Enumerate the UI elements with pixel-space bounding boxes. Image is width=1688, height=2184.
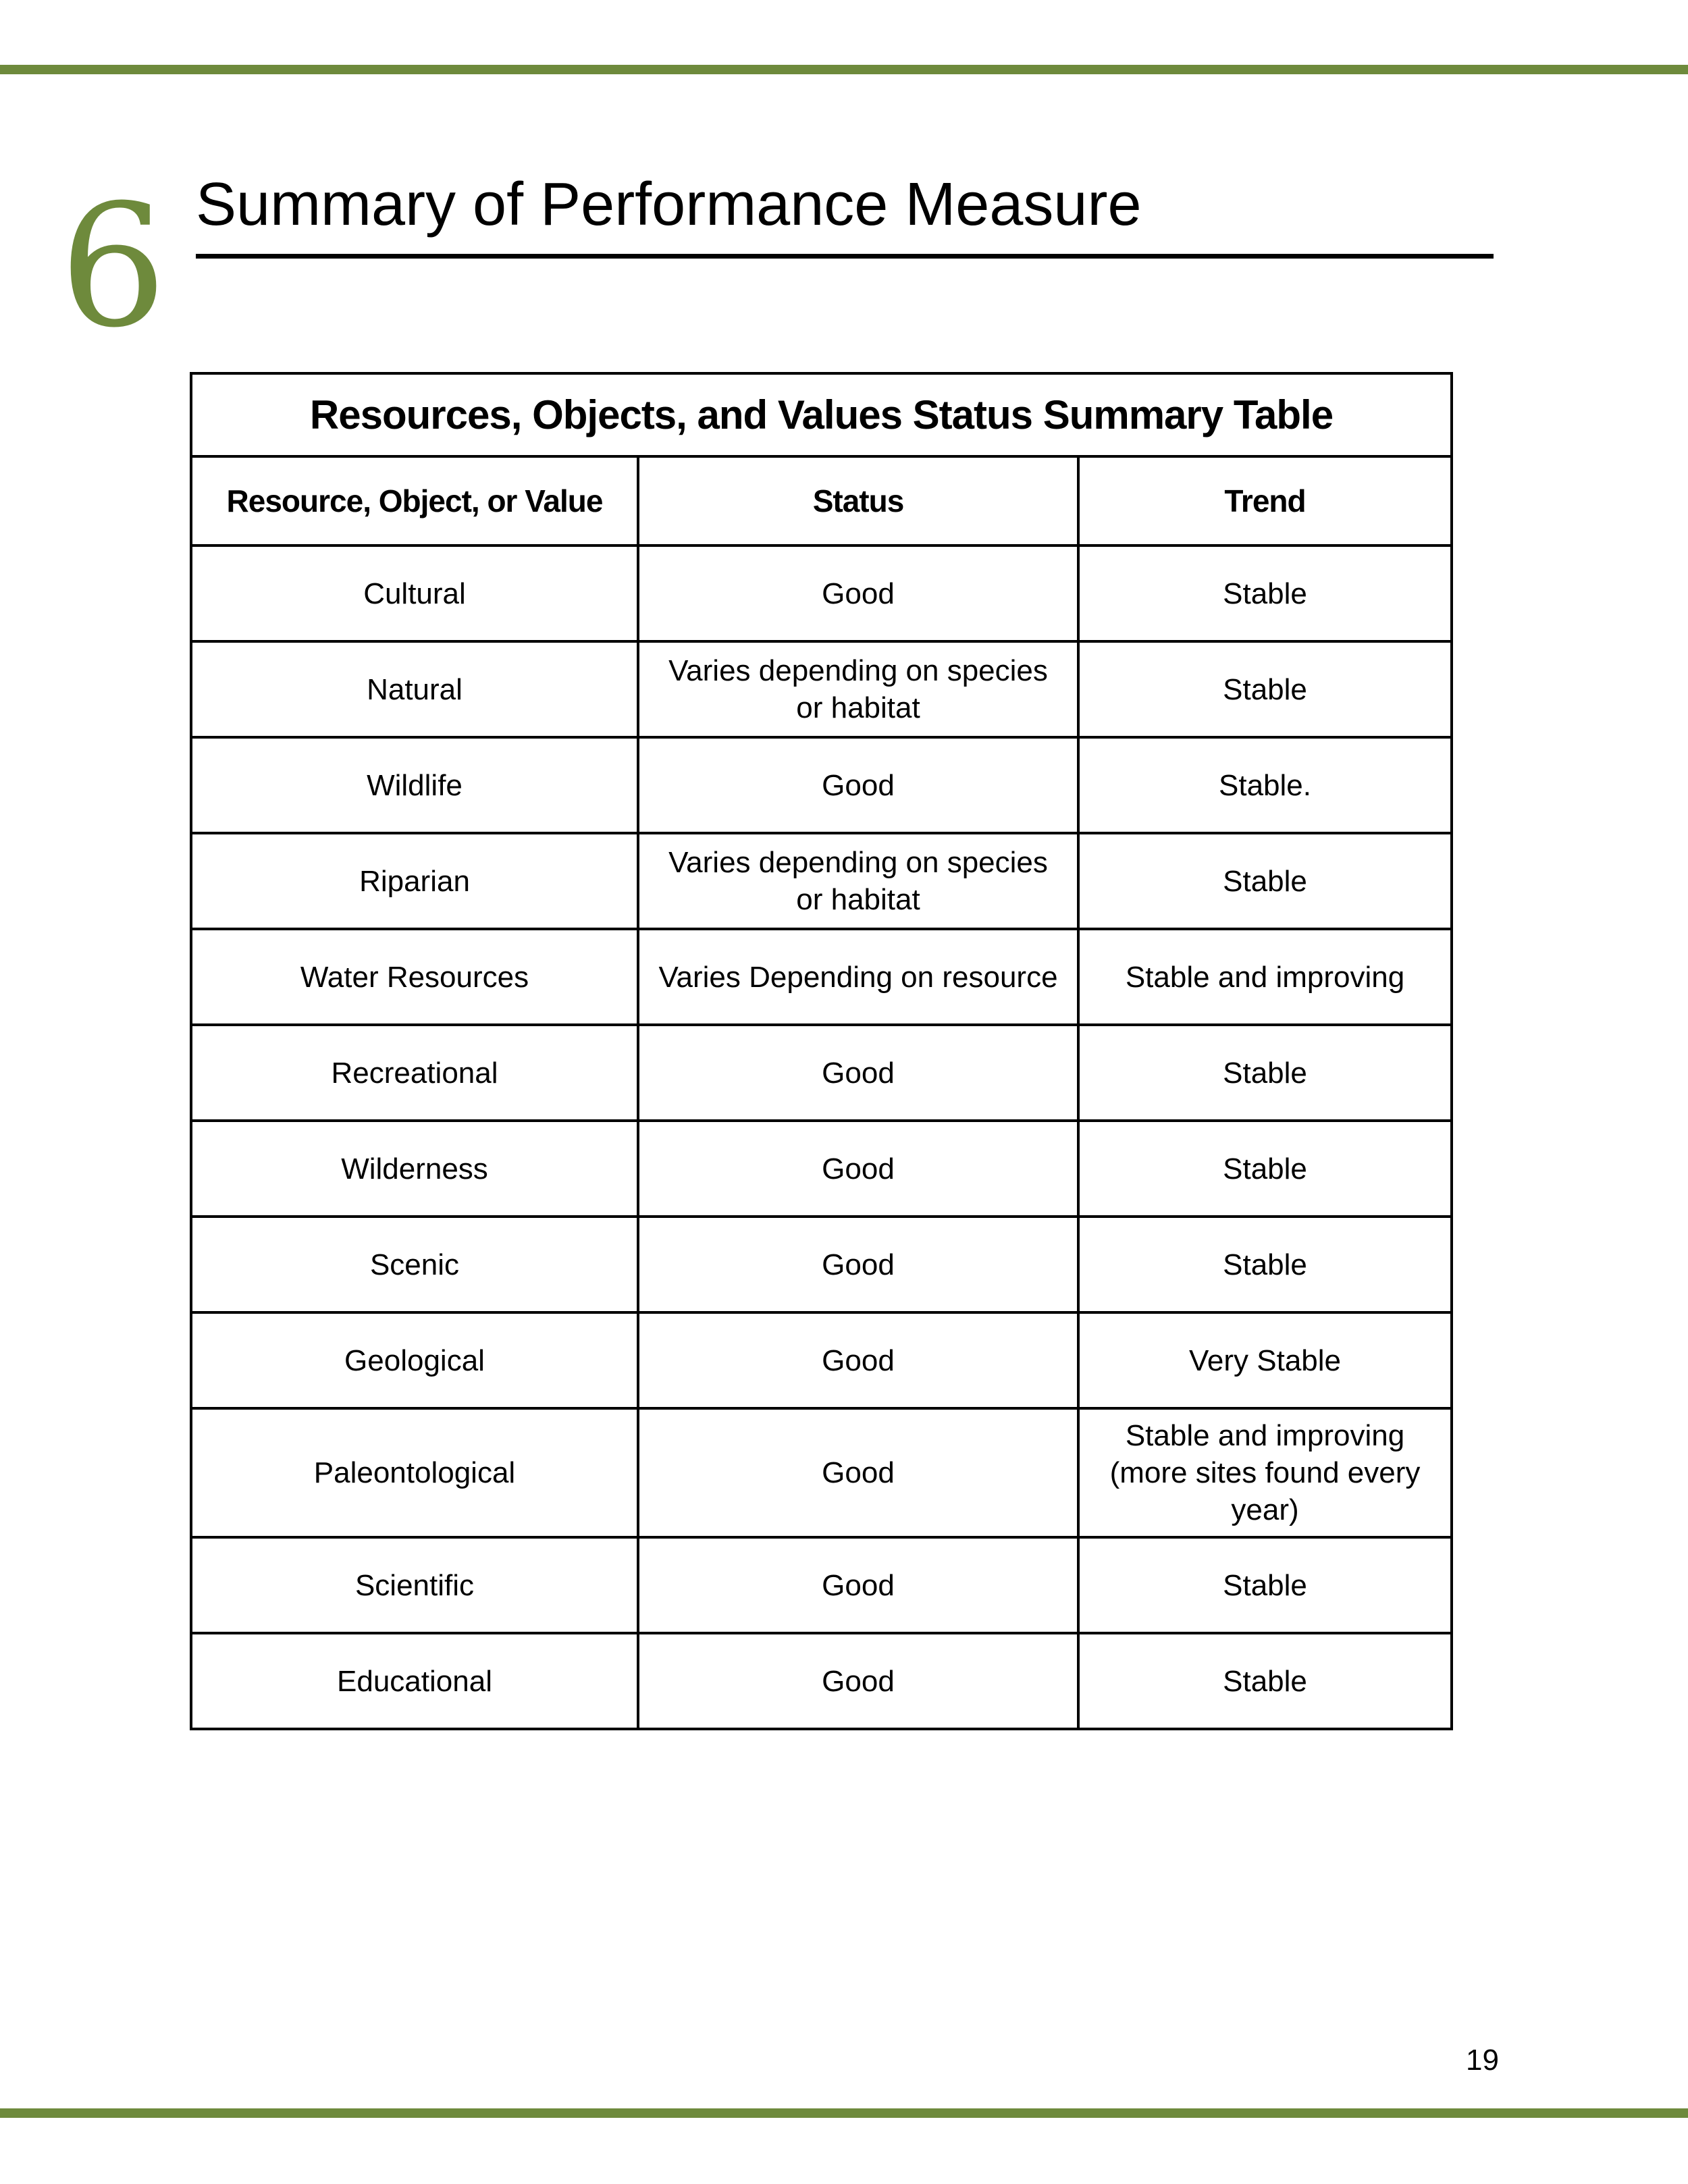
column-header-status: Status (638, 456, 1078, 545)
trend-cell: Stable. (1078, 737, 1452, 833)
top-accent-rule (0, 65, 1688, 74)
table-row (191, 1537, 1452, 1633)
status-cell: Good (638, 1025, 1078, 1121)
status-cell: Varies depending on species or habitat (638, 641, 1078, 737)
trend-cell: Very Stable (1078, 1312, 1452, 1408)
status-cell: Varies Depending on resource (638, 929, 1078, 1025)
trend-cell: Stable (1078, 1121, 1452, 1217)
chapter-number: 6 (59, 168, 167, 365)
status-cell: Good (638, 545, 1078, 641)
table-row (191, 641, 1452, 737)
status-cell: Good (638, 1537, 1078, 1633)
table-header-row (191, 456, 1452, 545)
table-row (191, 833, 1452, 929)
title-underline (196, 254, 1494, 259)
table-row (191, 929, 1452, 1025)
status-cell: Good (638, 1312, 1078, 1408)
bottom-accent-rule (0, 2108, 1688, 2118)
trend-cell: Stable and improving (1078, 929, 1452, 1025)
table-row (191, 737, 1452, 833)
status-cell: Varies depending on species or habitat (638, 833, 1078, 929)
status-summary-table (190, 372, 1453, 1730)
status-cell: Good (638, 1217, 1078, 1312)
status-cell: Good (638, 1121, 1078, 1217)
table-row (191, 1408, 1452, 1537)
column-header-resource: Resource, Object, or Value (191, 456, 638, 545)
resource-cell: Wildlife (191, 737, 638, 833)
status-cell: Good (638, 737, 1078, 833)
page-number: 19 (1466, 2044, 1499, 2077)
resource-cell: Cultural (191, 545, 638, 641)
table-row (191, 1633, 1452, 1729)
table-row (191, 1312, 1452, 1408)
resource-cell: Natural (191, 641, 638, 737)
trend-cell: Stable (1078, 1633, 1452, 1729)
trend-cell: Stable (1078, 641, 1452, 737)
table-caption: Resources, Objects, and Values Status Summary Table (191, 373, 1452, 456)
resource-cell: Paleontological (191, 1408, 638, 1537)
resource-cell: Wilderness (191, 1121, 638, 1217)
resource-cell: Scenic (191, 1217, 638, 1312)
table-row (191, 1121, 1452, 1217)
trend-cell: Stable (1078, 1537, 1452, 1633)
table-row (191, 1217, 1452, 1312)
resource-cell: Scientific (191, 1537, 638, 1633)
status-cell: Good (638, 1633, 1078, 1729)
column-header-trend: Trend (1078, 456, 1452, 545)
trend-cell: Stable (1078, 545, 1452, 641)
trend-cell: Stable (1078, 833, 1452, 929)
resource-cell: Riparian (191, 833, 638, 929)
trend-cell: Stable (1078, 1217, 1452, 1312)
table-row (191, 1025, 1452, 1121)
trend-cell: Stable (1078, 1025, 1452, 1121)
trend-cell: Stable and improving (more sites found every year) (1078, 1408, 1452, 1537)
resource-cell: Educational (191, 1633, 638, 1729)
table-row (191, 545, 1452, 641)
resource-cell: Recreational (191, 1025, 638, 1121)
status-cell: Good (638, 1408, 1078, 1537)
page-title: Summary of Performance Measure (196, 171, 1142, 238)
resource-cell: Water Resources (191, 929, 638, 1025)
resource-cell: Geological (191, 1312, 638, 1408)
